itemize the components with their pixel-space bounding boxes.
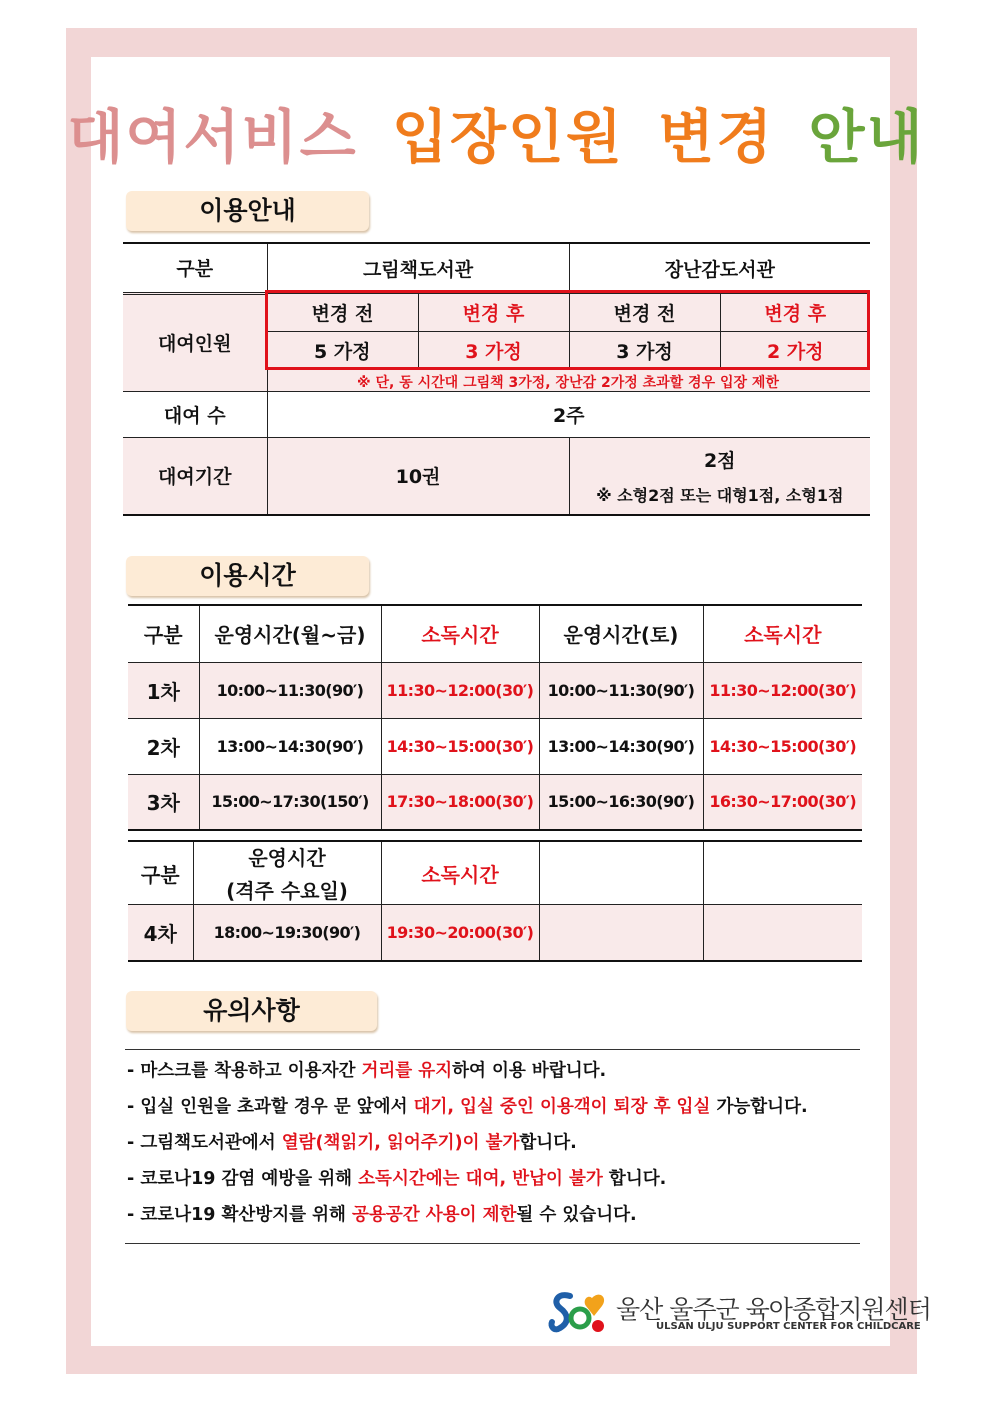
title-part1: 대여서비스 [67, 103, 358, 171]
notice-top-rule [125, 1049, 860, 1050]
round-1-weekday: 10:00~11:30(90′) [199, 662, 381, 718]
label-before-book: 변경 전 [267, 293, 418, 331]
label-rental-period: 대여기간 [123, 437, 267, 515]
toy-main: 2점 [703, 449, 736, 472]
notice-bottom-rule [125, 1243, 860, 1244]
value-rental-count: 2주 [267, 391, 870, 437]
title-part2: 입장인원 [391, 103, 624, 171]
label-rental-people: 대여인원 [123, 293, 267, 391]
wed-header-hours [193, 841, 381, 905]
wednesday-hours-table [128, 840, 862, 962]
value-before-book: 5 가정 [267, 331, 418, 369]
notice-item: - 코로나19 감염 예방을 위해 소독시간에는 대여, 반납이 불가 합니다. [127, 1169, 667, 1189]
section-label-usage-info: 이용안내 [126, 191, 369, 231]
value-before-toy: 3 가정 [569, 331, 720, 369]
wed-header-hours-line2: (격주 수요일) [226, 879, 348, 903]
value-after-toy: 2 가정 [720, 331, 870, 369]
round-2-weekday: 13:00~14:30(90′) [199, 718, 381, 774]
header-toy-library: 장난감도서관 [569, 243, 870, 293]
notice-item: - 그림책도서관에서 열람(책읽기, 읽어주기)이 불가합니다. [127, 1133, 577, 1153]
title-part4: 안내 [808, 103, 925, 171]
round-1-saturday-disinfect: 11:30~12:00(30′) [703, 662, 862, 718]
label-after-toy: 변경 후 [720, 293, 870, 331]
label-before-toy: 변경 전 [569, 293, 720, 331]
wed-header-empty-2 [703, 841, 862, 905]
round-2: 2차 [128, 718, 199, 774]
round-1: 1차 [128, 662, 199, 718]
label-rental-count: 대여 수 [123, 391, 267, 437]
section-label-usage-hours: 이용시간 [126, 556, 369, 596]
section-label-notices: 유의사항 [126, 991, 377, 1031]
round-4-time: 18:00~19:30(90′) [193, 905, 381, 961]
hours-header-category: 구분 [128, 605, 199, 662]
round-3-saturday: 15:00~16:30(90′) [539, 774, 703, 830]
rental-note: ※ 단, 동 시간대 그림책 3가정, 장난감 2가정 초과할 경우 입장 제한 [357, 375, 779, 391]
wed-header-disinfect: 소독시간 [381, 841, 539, 905]
round-2-weekday-disinfect: 14:30~15:00(30′) [381, 718, 539, 774]
notice-list [127, 1058, 867, 1238]
hours-header-weekday: 운영시간(월~금) [199, 605, 381, 662]
round-1-weekday-disinfect: 11:30~12:00(30′) [381, 662, 539, 718]
value-after-book: 3 가정 [418, 331, 569, 369]
round-4: 4차 [128, 905, 193, 961]
notice-item: - 입실 인원을 초과할 경우 문 앞에서 대기, 입실 중인 이용객이 퇴장 후 입실 가능합니다. [127, 1097, 808, 1117]
hours-header-weekday-disinfect: 소독시간 [381, 605, 539, 662]
round-2-saturday-disinfect: 14:30~15:00(30′) [703, 718, 862, 774]
notice-item: - 마스크를 착용하고 이용자간 거리를 유지하여 이용 바랍니다. [127, 1061, 607, 1081]
title-part3: 변경 [658, 103, 775, 171]
value-rental-book: 10권 [267, 437, 569, 515]
round-3-saturday-disinfect: 16:30~17:00(30′) [703, 774, 862, 830]
hours-header-saturday: 운영시간(토) [539, 605, 703, 662]
header-picturebook-library: 그림책도서관 [267, 243, 569, 293]
notice-item: - 코로나19 확산방지를 위해 공용공간 사용이 제한될 수 있습니다. [127, 1205, 637, 1225]
round-1-saturday: 10:00~11:30(90′) [539, 662, 703, 718]
round-4-empty-2 [703, 905, 862, 961]
center-logo-icon [548, 1286, 610, 1338]
header-category: 구분 [123, 243, 267, 293]
round-3-weekday-disinfect: 17:30~18:00(30′) [381, 774, 539, 830]
round-4-empty-1 [539, 905, 703, 961]
usage-hours-table [128, 604, 862, 831]
center-logo-subtitle: ULSAN ULJU SUPPORT CENTER FOR CHILDCARE [656, 1321, 921, 1332]
page-title [0, 90, 992, 174]
wed-header-empty-1 [539, 841, 703, 905]
hours-header-saturday-disinfect: 소독시간 [703, 605, 862, 662]
toy-note: ※ 소형2점 또는 대형1점, 소형1점 [596, 485, 844, 505]
wed-header-category: 구분 [128, 841, 193, 905]
label-after-book: 변경 후 [418, 293, 569, 331]
round-2-saturday: 13:00~14:30(90′) [539, 718, 703, 774]
wed-header-hours-line1: 운영시간 [248, 846, 326, 870]
value-rental-toy [569, 437, 870, 515]
round-3: 3차 [128, 774, 199, 830]
center-logo-name: 울산 울주군 육아종합지원센터 [616, 1295, 931, 1324]
round-4-disinfect: 19:30~20:00(30′) [381, 905, 539, 961]
round-3-weekday: 15:00~17:30(150′) [199, 774, 381, 830]
